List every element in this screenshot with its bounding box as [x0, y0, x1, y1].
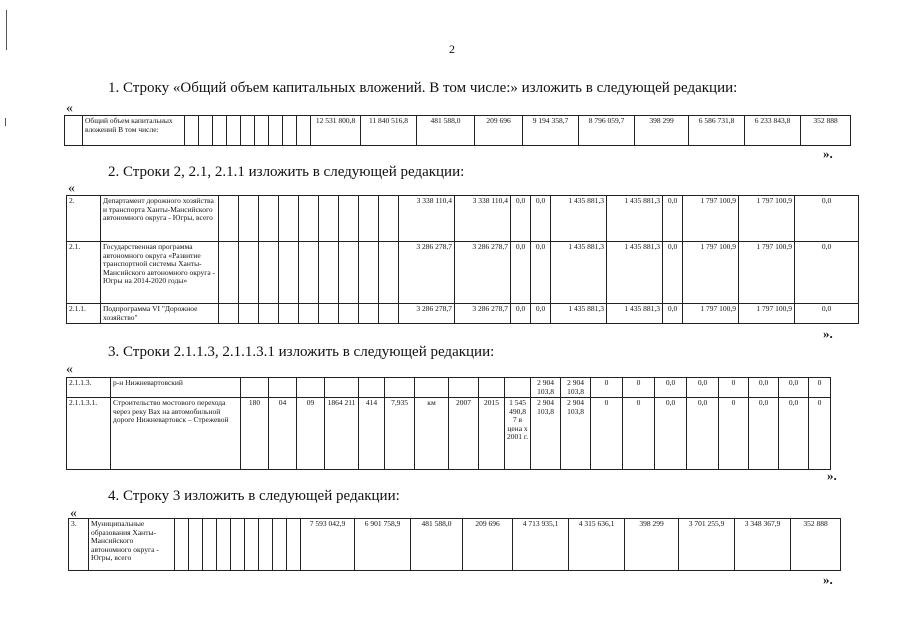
cell: 0 — [623, 378, 655, 398]
cell: 0,0 — [531, 304, 551, 324]
cell: 3. — [69, 519, 89, 571]
open-quote: « — [66, 101, 73, 116]
page-number: 2 — [449, 42, 455, 56]
cell: 1 797 100,9 — [683, 196, 739, 242]
scan-mark — [5, 118, 6, 126]
cell: 0,0 — [795, 242, 859, 304]
cell: 0,0 — [511, 304, 531, 324]
cell: 0 — [591, 378, 623, 398]
cell — [259, 242, 279, 304]
cell: 6 901 758,9 — [355, 519, 411, 571]
cell: 0 — [719, 398, 749, 470]
table-section-4 — [68, 518, 841, 571]
cell: 3 286 278,7 — [455, 242, 511, 304]
cell: 180 — [241, 398, 269, 470]
cell — [239, 304, 259, 324]
cell: 2 904 103,8 — [531, 398, 561, 470]
cell — [479, 378, 505, 398]
cell: 2 904 103,8 — [561, 398, 591, 470]
scan-mark — [6, 10, 7, 50]
cell: 4 713 935,1 — [513, 519, 569, 571]
open-quote: « — [68, 181, 75, 196]
cell: 209 696 — [463, 519, 513, 571]
cell: Государственная программа автономного округа «Развитие транспортной системы Ханты-Мансийского автономного округа - Югры на 2014-2020 годы» — [101, 242, 219, 304]
cell: 0 — [623, 398, 655, 470]
cell — [279, 196, 299, 242]
cell — [175, 519, 189, 571]
cell: 3 286 278,7 — [399, 304, 455, 324]
cell: 0,0 — [749, 398, 779, 470]
cell: 3 338 110,4 — [399, 196, 455, 242]
cell — [273, 519, 287, 571]
cell: 1 797 100,9 — [739, 196, 795, 242]
cell: 1 435 881,3 — [607, 304, 663, 324]
cell — [415, 378, 449, 398]
cell — [339, 304, 359, 324]
section-2-heading: 2. Строки 2, 2.1, 2.1.1 изложить в следующей редакции: — [108, 164, 465, 180]
close-quote: ». — [823, 146, 833, 161]
cell: 1 797 100,9 — [683, 242, 739, 304]
cell: 3 286 278,7 — [399, 242, 455, 304]
cell: 11 840 516,8 — [361, 116, 417, 146]
cell: Общий объем капитальных вложений В том числе: — [83, 116, 185, 146]
cell: 1 435 881,3 — [551, 242, 607, 304]
cell — [379, 242, 399, 304]
close-quote: ». — [823, 326, 833, 341]
table-section-1 — [64, 115, 851, 146]
cell — [449, 378, 479, 398]
cell — [319, 242, 339, 304]
cell: 1 545 490,8 7 в цена х 2001 г. — [505, 398, 531, 470]
cell — [319, 196, 339, 242]
cell: 04 — [269, 398, 297, 470]
cell: 398 299 — [625, 519, 679, 571]
cell: 7 593 042,9 — [301, 519, 355, 571]
cell: 1 435 881,3 — [607, 242, 663, 304]
cell — [239, 242, 259, 304]
cell — [255, 116, 269, 146]
cell — [299, 242, 319, 304]
close-quote: ». — [823, 572, 833, 587]
cell — [299, 196, 319, 242]
cell: 1 797 100,9 — [739, 242, 795, 304]
cell: 0,0 — [511, 242, 531, 304]
cell: 8 796 059,7 — [579, 116, 635, 146]
cell — [279, 242, 299, 304]
cell: 0,0 — [531, 196, 551, 242]
cell: 0,0 — [663, 242, 683, 304]
section-4-heading: 4. Строку 3 изложить в следующей редакции: — [108, 488, 400, 504]
cell: 09 — [297, 398, 325, 470]
cell: 12 531 800,8 — [311, 116, 361, 146]
cell: 352 888 — [791, 519, 841, 571]
cell — [241, 116, 255, 146]
cell — [379, 196, 399, 242]
cell: 2.1. — [67, 242, 101, 304]
cell: 6 586 731,8 — [689, 116, 745, 146]
cell: 1 435 881,3 — [607, 196, 663, 242]
cell: Департамент дорожного хозяйства и транспорта Ханты-Мансийского автономного округа - Югры, всего — [101, 196, 219, 242]
cell — [217, 519, 231, 571]
open-quote: « — [66, 362, 73, 377]
cell: 1 797 100,9 — [739, 304, 795, 324]
cell: Строительство мостового перехода через реку Вах на автомобильной дороге Нижневартовск – Стрежевой — [111, 398, 241, 470]
section-3-heading: 3. Строки 2.1.1.3, 2.1.1.3.1 изложить в следующей редакции: — [108, 344, 495, 360]
cell — [227, 116, 241, 146]
cell: 398 299 — [635, 116, 689, 146]
cell — [245, 519, 259, 571]
cell: 0,0 — [663, 196, 683, 242]
cell — [241, 378, 269, 398]
cell: 0,0 — [779, 378, 809, 398]
cell — [325, 378, 359, 398]
cell: 2.1.1. — [67, 304, 101, 324]
cell: р-н Нижневартовский — [111, 378, 241, 398]
cell — [185, 116, 199, 146]
cell — [219, 242, 239, 304]
cell — [359, 196, 379, 242]
cell: 0,0 — [795, 304, 859, 324]
cell: 0,0 — [655, 378, 687, 398]
cell: 6 233 843,8 — [745, 116, 801, 146]
section-1-heading: 1. Строку «Общий объем капитальных вложений. В том числе:» изложить в следующей редакции: — [108, 80, 738, 96]
cell — [259, 304, 279, 324]
cell: 4 315 636,1 — [569, 519, 625, 571]
cell — [65, 116, 83, 146]
cell: 0,0 — [687, 398, 719, 470]
cell — [189, 519, 203, 571]
cell — [359, 378, 385, 398]
cell: 414 — [359, 398, 385, 470]
cell — [239, 196, 259, 242]
table-section-3 — [66, 377, 831, 470]
cell — [219, 196, 239, 242]
cell: 7,935 — [385, 398, 415, 470]
cell — [299, 304, 319, 324]
cell: 1 797 100,9 — [683, 304, 739, 324]
close-quote: ». — [827, 468, 837, 483]
cell — [287, 519, 301, 571]
cell: 0 — [591, 398, 623, 470]
cell: 2015 — [479, 398, 505, 470]
cell: Подпрограмма VI "Дорожное хозяйство" — [101, 304, 219, 324]
table-section-2 — [66, 195, 859, 324]
cell — [203, 519, 217, 571]
cell — [385, 378, 415, 398]
cell: 2007 — [449, 398, 479, 470]
cell: 0 — [809, 378, 831, 398]
cell: 3 286 278,7 — [455, 304, 511, 324]
cell: 2.1.1.3.1. — [67, 398, 111, 470]
cell: 352 888 — [801, 116, 851, 146]
cell — [339, 242, 359, 304]
cell — [379, 304, 399, 324]
cell: 9 194 358,7 — [523, 116, 579, 146]
cell: 2 904 103,8 — [561, 378, 591, 398]
cell — [269, 378, 297, 398]
cell: 3 701 255,9 — [679, 519, 735, 571]
cell: 1864 211 — [325, 398, 359, 470]
cell: Муниципальные образования Ханты-Мансийского автономного округа - Югры, всего — [89, 519, 175, 571]
cell — [283, 116, 297, 146]
cell — [259, 519, 273, 571]
cell: 209 696 — [475, 116, 523, 146]
cell: 0,0 — [655, 398, 687, 470]
cell: 0 — [809, 398, 831, 470]
cell — [319, 304, 339, 324]
cell — [279, 304, 299, 324]
cell — [297, 116, 311, 146]
cell — [297, 378, 325, 398]
cell — [269, 116, 283, 146]
cell: 2.1.1.3. — [67, 378, 111, 398]
cell — [505, 378, 531, 398]
cell — [219, 304, 239, 324]
cell: 1 435 881,3 — [551, 196, 607, 242]
cell: 2 904 103,8 — [531, 378, 561, 398]
cell: 0,0 — [795, 196, 859, 242]
cell: 3 338 110,4 — [455, 196, 511, 242]
cell: 3 348 367,9 — [735, 519, 791, 571]
cell: км — [415, 398, 449, 470]
cell — [231, 519, 245, 571]
cell: 481 588,0 — [417, 116, 475, 146]
cell — [259, 196, 279, 242]
cell: 0,0 — [779, 398, 809, 470]
cell — [359, 242, 379, 304]
cell: 1 435 881,3 — [551, 304, 607, 324]
cell: 0,0 — [687, 378, 719, 398]
cell: 481 588,0 — [411, 519, 463, 571]
cell — [359, 304, 379, 324]
cell — [339, 196, 359, 242]
cell: 0,0 — [531, 242, 551, 304]
cell: 0 — [719, 378, 749, 398]
cell — [199, 116, 213, 146]
cell: 2. — [67, 196, 101, 242]
cell — [213, 116, 227, 146]
cell: 0,0 — [749, 378, 779, 398]
cell: 0,0 — [511, 196, 531, 242]
cell: 0,0 — [663, 304, 683, 324]
open-quote: « — [70, 506, 77, 521]
